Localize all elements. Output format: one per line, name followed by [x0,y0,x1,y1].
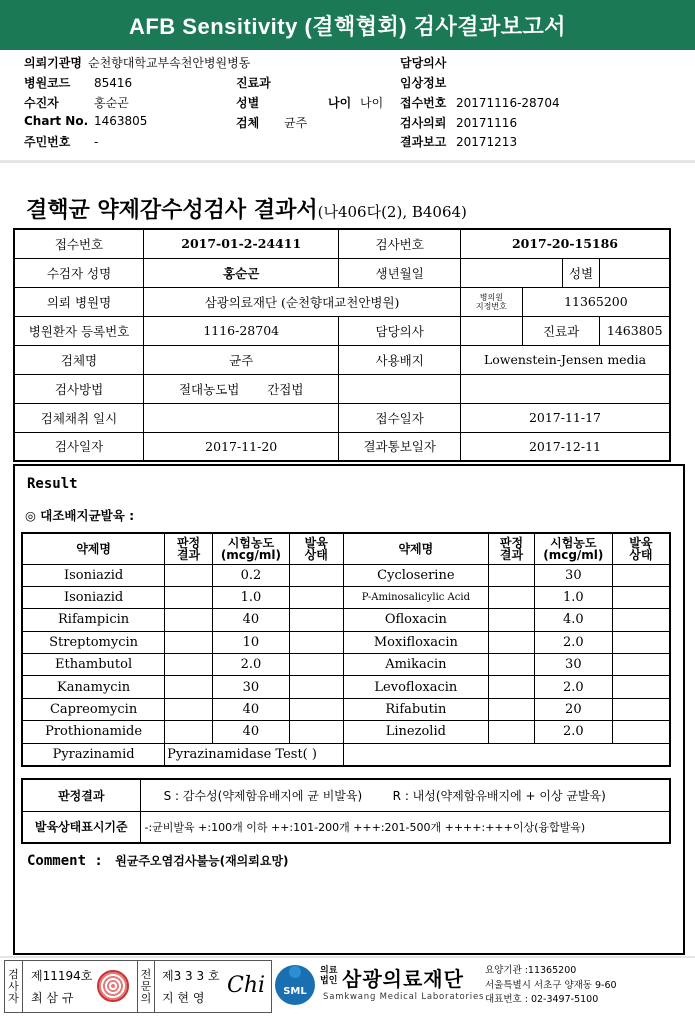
receipt-value: 20171116-28704 [456,96,560,110]
conc-cell: 40 [212,721,289,743]
collector-label: 수진자 [24,96,59,110]
age-value: 나이 [360,96,384,110]
growth-cell [289,609,343,631]
received-date-label: 접수일자 [339,403,461,432]
judge-cell [489,631,535,653]
judge-cell [165,609,213,631]
table-row [22,743,670,765]
doctor-label: 담당의사 [400,56,447,70]
resident-label: 주민번호 [24,135,71,149]
drug-name: Prothionamide [22,721,165,743]
collect-date-value [144,403,339,432]
dept-cell-label: 진료과 [522,316,600,345]
chart-no-value: 1463805 [94,114,148,128]
tester-no: 제11194호 [31,969,93,983]
judge-cell [165,698,213,720]
drug-name: Isoniazid [22,586,165,608]
conc-cell: 1.0 [534,586,612,608]
result-label: Result [27,476,78,492]
patient-name-value: 홍순곤 [144,258,339,287]
judge-cell [165,654,213,676]
method-indirect: 간접법 [267,381,304,397]
patient-name-label: 수검자 성명 [14,258,144,287]
org-eng-name: Samkwang Medical Laboratories [323,992,485,1002]
dept-label: 진료과 [236,76,271,90]
result-section [13,464,685,955]
judge-r-text: R : 내성(약제함유배지에 + 이상 균발육) [392,788,606,803]
drug-name: Linezolid [343,721,489,743]
comment-label: Comment : [27,853,103,869]
doctor-cell-value [460,316,522,345]
dept-cell-value: 1463805 [600,316,670,345]
collect-date-label: 검체채취 일시 [14,403,144,432]
conc-cell: 2.0 [212,654,289,676]
conc-cell: 2.0 [534,676,612,698]
report-title-main: 결핵균 약제감수성검사 결과서 [26,197,318,223]
conc-cell: 1.0 [212,586,289,608]
drug-name: Streptomycin [22,631,165,653]
report-date-label: 결과보고 [400,135,447,149]
growth-cell [612,698,670,720]
drug-header: 약제명 [22,533,165,564]
medium-label: 사용배지 [339,345,461,374]
comment [27,852,289,869]
drug-name: Amikacin [343,654,489,676]
test-no-label: 검사번호 [339,229,461,258]
specimen-cell-value: 균주 [144,345,339,374]
hospital-value: 삼광의료재단 (순천향대교천안병원) [144,287,461,316]
receipt-no-label: 접수번호 [14,229,144,258]
specimen-value: 균주 [284,116,308,130]
specialist-name: 지 현 영 [162,991,205,1005]
hospital-label: 의뢰 병원명 [14,287,144,316]
growth-cell [289,721,343,743]
drug-name: Moxifloxacin [343,631,489,653]
drug-name: Kanamycin [22,676,165,698]
conc-cell: 0.2 [212,564,289,586]
divider [0,956,695,958]
comment-value: 원균주오염검사불능(재의뢰요망) [115,854,289,868]
table-row [22,564,670,586]
judge-header: 판정 결과 [489,533,535,564]
patient-reg-value: 1116-28704 [144,316,339,345]
growth-cell [612,631,670,653]
hospital-code-value: 85416 [94,76,133,90]
receipt-no-value: 2017-01-2-24411 [144,229,339,258]
sex-cell-value [600,258,670,287]
hosp-code-label: 병의원 지정번호 [460,287,522,316]
org-kind: 의료 법인 [320,966,338,986]
institution-label: 의뢰기관명 [24,56,82,70]
notify-date-label: 결과통보일자 [339,432,461,461]
patient-reg-label: 병원환자 등록번호 [14,316,144,345]
logo-text: SML [283,986,307,997]
empty-cell [343,743,670,765]
judge-cell [489,698,535,720]
conc-cell: 40 [212,609,289,631]
conc-cell: 4.0 [534,609,612,631]
specialist-vertical-label: 전 문 의 [137,961,155,1012]
drug-name: Capreomycin [22,698,165,720]
conc-cell: 20 [534,698,612,720]
growth-cell [612,586,670,608]
org-contact [485,964,617,1008]
request-label: 검사의뢰 [400,116,447,130]
growth-cell [289,698,343,720]
drug-name: Rifabutin [343,698,489,720]
specialist-no: 제3 3 3 호 [162,969,220,983]
judge-result-value [140,779,670,811]
request-value: 20171116 [456,116,518,130]
growth-cell [289,631,343,653]
tester-name: 최 삼 규 [31,991,74,1005]
conc-cell: 30 [534,564,612,586]
signature-block [4,960,272,1013]
pza-test: Pyrazinamidase Test( ) [165,743,343,765]
growth-cell [289,676,343,698]
request-form-table [13,228,671,462]
org-address: 서울특별시 서초구 양재동 9-60 [485,979,617,991]
growth-cell [289,564,343,586]
growth-legend-value: -:균비발육 +:100개 이하 ++:101-200개 +++:201-500개 ++++:+++이상(융합발육) [140,811,670,843]
report-header-title: AFB Sensitivity (결핵협회) 검사결과보고서 [128,13,567,39]
conc-header: 시험농도 (mcg/ml) [534,533,612,564]
test-no-value: 2017-20-15186 [460,229,670,258]
org-tel: 대표번호 : 02-3497-5100 [485,994,599,1005]
report-title [26,193,467,224]
conc-header: 시험농도 (mcg/ml) [212,533,289,564]
divider [0,160,695,163]
method-value [144,374,339,403]
collector-value: 홍순곤 [94,96,129,110]
specimen-cell-label: 검체명 [14,345,144,374]
resident-value: - [94,135,99,149]
sex-label: 성별 [236,96,260,110]
drug-name: Levofloxacin [343,676,489,698]
drug-name: P-Aminosalicylic Acid [343,586,489,608]
age-label: 나이 [328,96,352,110]
judge-cell [165,721,213,743]
table-row [22,698,670,720]
table-row [22,676,670,698]
specimen-label: 검체 [236,116,260,130]
conc-cell: 30 [212,676,289,698]
growth-cell [612,721,670,743]
judge-cell [489,721,535,743]
judge-cell [489,654,535,676]
conc-cell: 2.0 [534,631,612,653]
institution-value: 순천향대학교부속천안병원병동 [88,56,251,70]
growth-cell [612,564,670,586]
judge-s-text: S : 감수성(약제함유배지에 균 비발육) [163,788,363,803]
legend-table [21,778,671,844]
drug-name: Rifampicin [22,609,165,631]
judge-cell [165,586,213,608]
conc-cell: 10 [212,631,289,653]
table-row [22,609,670,631]
empty-cell [460,374,670,403]
empty-cell [339,374,461,403]
tester-vertical-label: 검 사 자 [5,961,23,1012]
table-row [22,721,670,743]
growth-cell [289,586,343,608]
judge-cell [489,609,535,631]
drug-table [21,532,671,767]
judge-cell [489,586,535,608]
growth-cell [612,609,670,631]
growth-cell [612,654,670,676]
drug-name: Pyrazinamid [22,743,165,765]
drug-name: Ethambutol [22,654,165,676]
judge-cell [165,564,213,586]
judge-result-label: 판정결과 [22,779,140,811]
hospital-code-label: 병원코드 [24,76,71,90]
drug-header: 약제명 [343,533,489,564]
report-date-value: 20171213 [456,135,518,149]
method-label: 검사방법 [14,374,144,403]
hosp-code-value: 11365200 [522,287,670,316]
notify-date-value: 2017-12-11 [460,432,670,461]
chart-no-label: Chart No. [24,114,89,128]
control-culture-label: ◎ 대조배지균발육 : [25,508,135,523]
birth-value [460,258,562,287]
received-date-value: 2017-11-17 [460,403,670,432]
report-header [0,0,695,50]
clinical-label: 임상정보 [400,76,447,90]
medium-value: Lowenstein-Jensen media [460,345,670,374]
receipt-label: 접수번호 [400,96,447,110]
drug-name: Isoniazid [22,564,165,586]
judge-cell [165,676,213,698]
table-row [22,631,670,653]
table-row [22,654,670,676]
judge-cell [489,564,535,586]
conc-cell: 40 [212,698,289,720]
test-date-value: 2017-11-20 [144,432,339,461]
doctor-cell-label: 담당의사 [339,316,461,345]
growth-cell [289,654,343,676]
judge-cell [489,676,535,698]
seal-stamp-icon [97,970,129,1002]
birth-label: 생년월일 [339,258,461,287]
growth-header: 발육 상태 [612,533,670,564]
method-absolute: 절대농도법 [178,381,240,397]
sml-logo-icon [272,962,318,1008]
judge-header: 판정 결과 [165,533,213,564]
judge-cell [165,631,213,653]
report-title-sub: (나406다(2), B4064) [317,203,467,221]
sex-cell-label: 성별 [562,258,600,287]
test-date-label: 검사일자 [14,432,144,461]
growth-legend-label: 발육상태표시기준 [22,811,140,843]
growth-header: 발육 상태 [289,533,343,564]
conc-cell: 2.0 [534,721,612,743]
drug-name: Cycloserine [343,564,489,586]
growth-cell [612,676,670,698]
table-row [22,586,670,608]
signature: Chi [227,973,266,998]
org-code: 요양기관 :11365200 [485,965,577,976]
conc-cell: 30 [534,654,612,676]
drug-name: Ofloxacin [343,609,489,631]
org-name: 삼광의료재단 [342,967,464,991]
